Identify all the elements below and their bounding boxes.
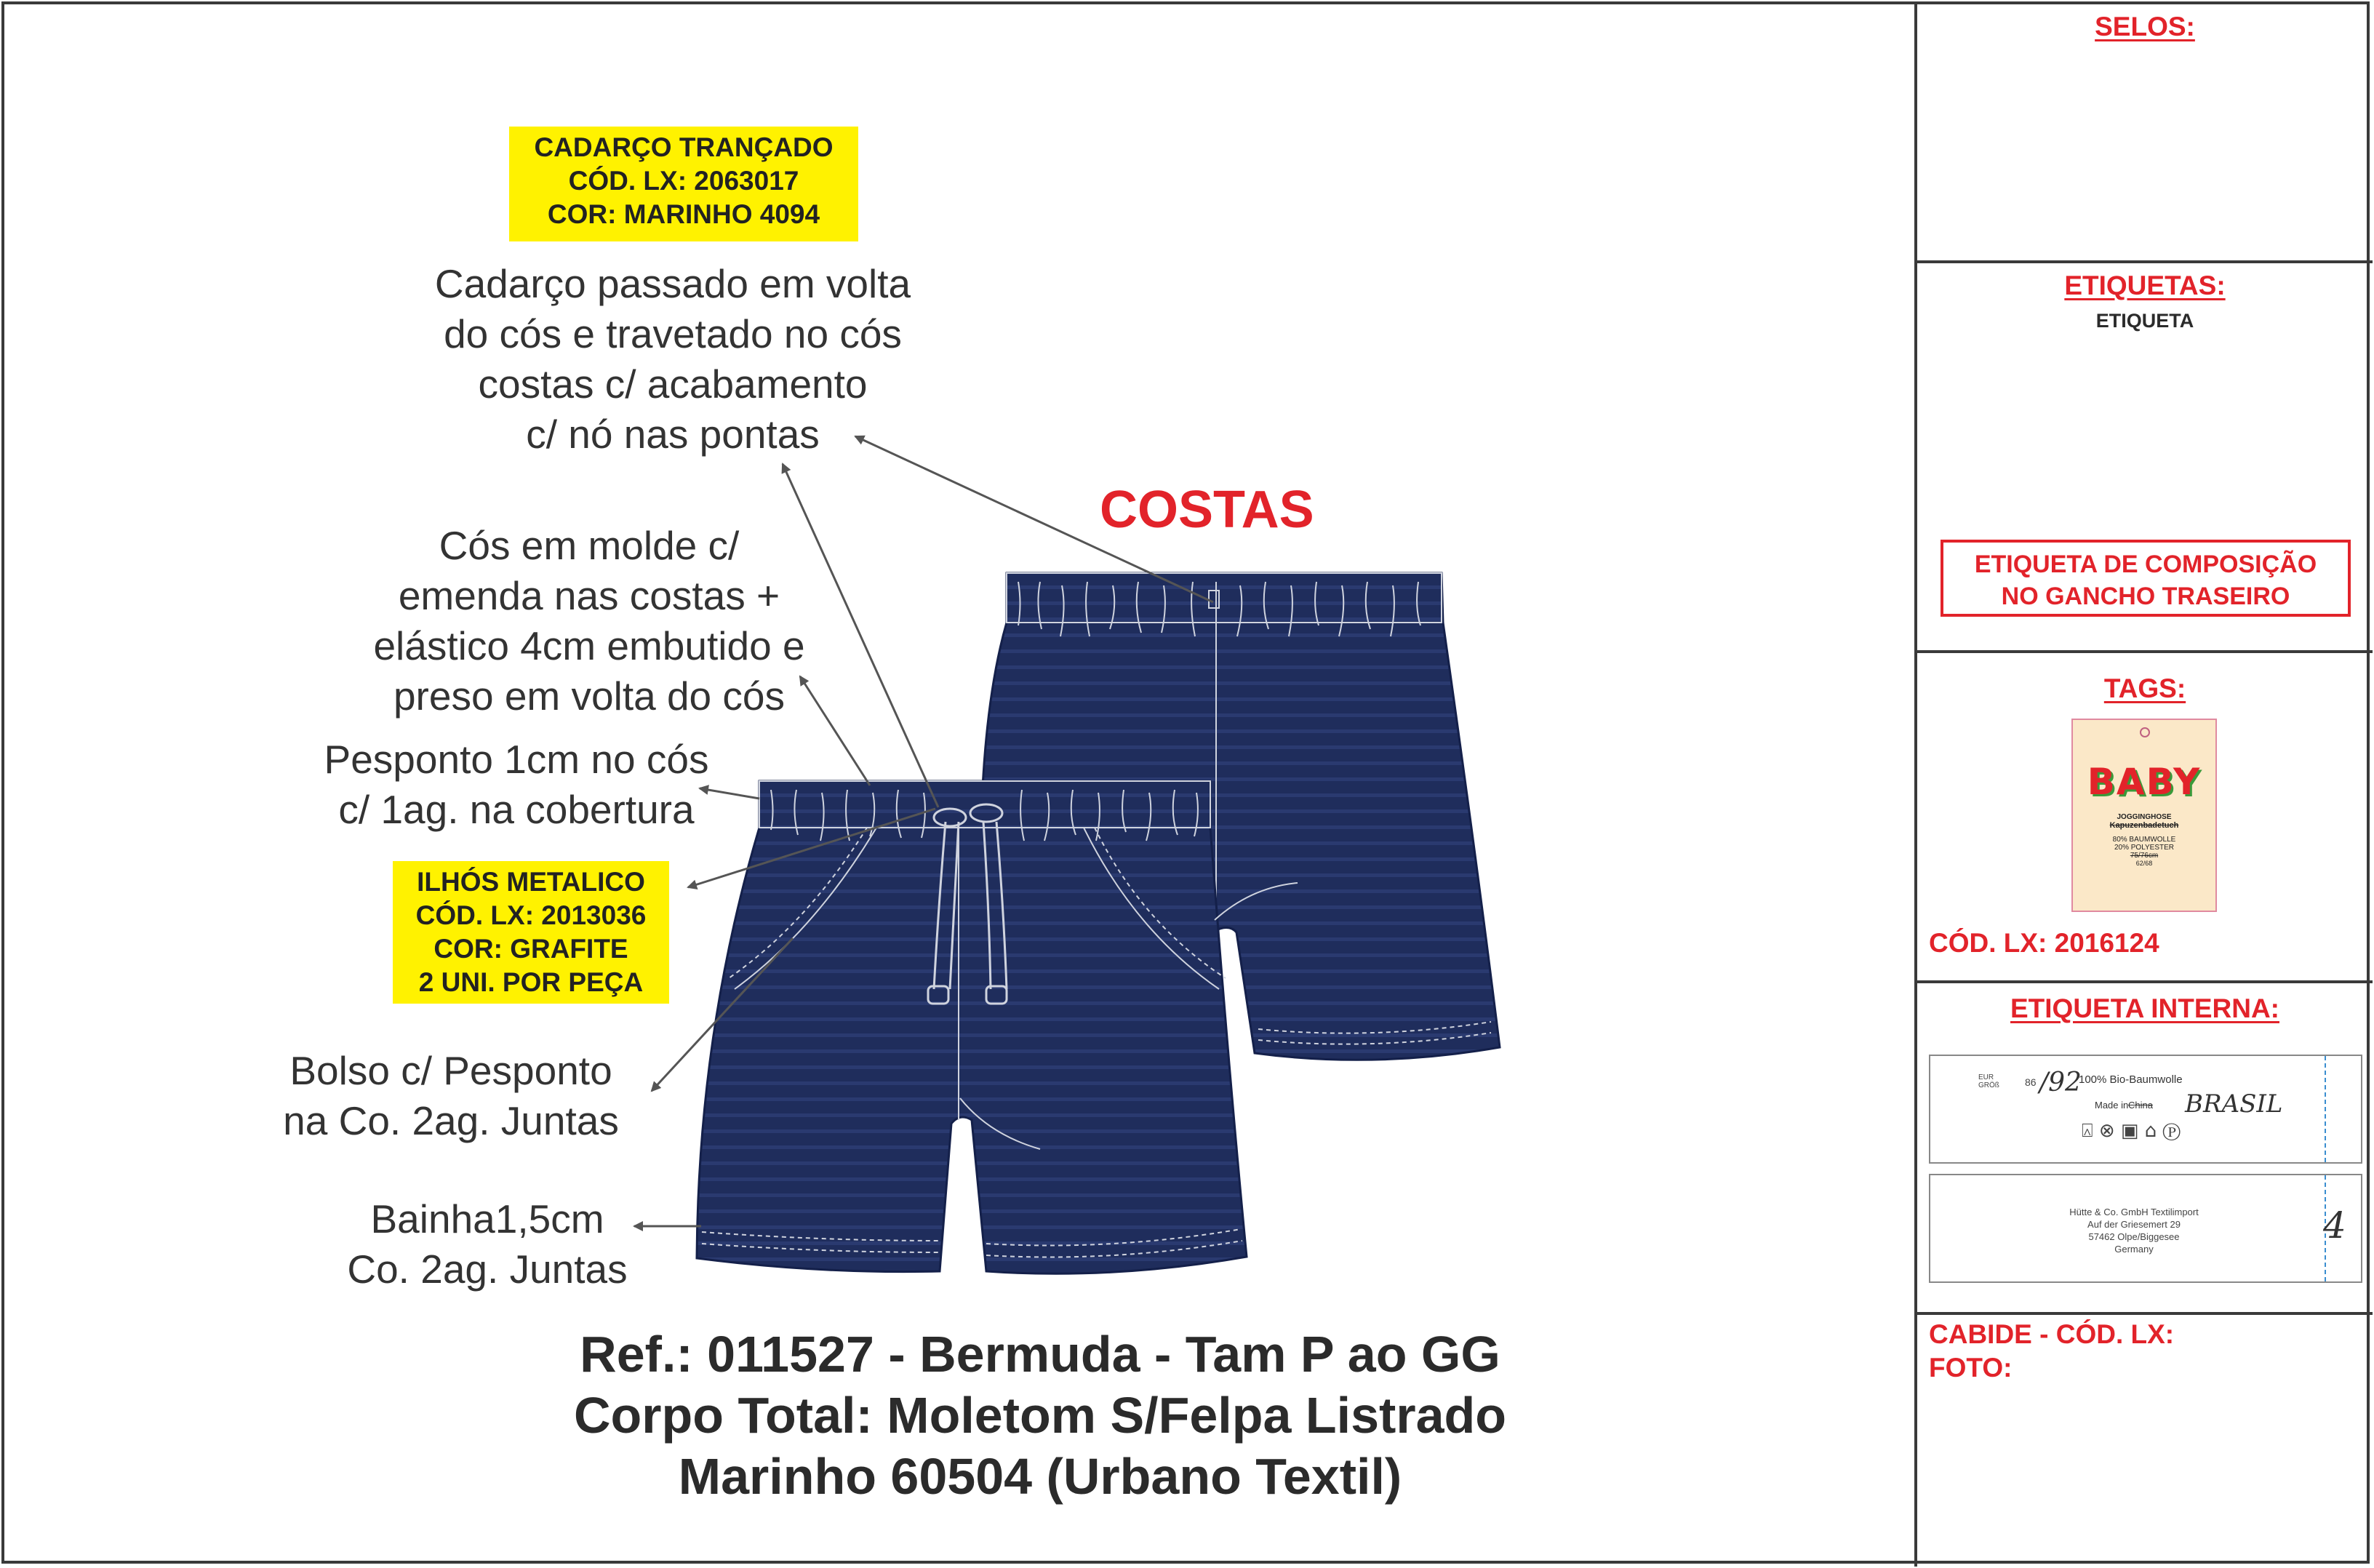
cadarco-spec-box bbox=[509, 127, 858, 241]
composicao-box bbox=[1941, 540, 2351, 617]
note-line: do cós e travetado no cós bbox=[444, 311, 902, 356]
inner-label-1 bbox=[1929, 1055, 2362, 1164]
sidebar-separator bbox=[1917, 1312, 2373, 1315]
reference-block bbox=[465, 1324, 1615, 1507]
tag-line: 20% POLYESTER bbox=[2114, 844, 2175, 852]
foto-label: FOTO: bbox=[1929, 1353, 2013, 1383]
note-cos bbox=[305, 521, 873, 721]
cabide-code: CABIDE - CÓD. LX: bbox=[1929, 1319, 2175, 1349]
tag-line: Kapuzenbadetuch bbox=[2109, 821, 2179, 830]
etiquetas-title: ETIQUETAS: bbox=[2064, 271, 2226, 300]
cadarco-spec-line: COR: MARINHO 4094 bbox=[547, 199, 820, 229]
tag-line: JOGGINGHOSE bbox=[2117, 813, 2172, 821]
ilhos-spec-line: COR: GRAFITE bbox=[433, 934, 628, 964]
hang-tag bbox=[2071, 719, 2217, 912]
manufacturer-block bbox=[2039, 1206, 2229, 1255]
material: 100% Bio-Baumwolle bbox=[2079, 1073, 2183, 1086]
tags-title: TAGS: bbox=[2103, 673, 2186, 703]
note-line: emenda nas costas + bbox=[398, 573, 780, 618]
ilhos-spec-line: 2 UNI. POR PEÇA bbox=[418, 967, 644, 997]
note-bainha bbox=[320, 1194, 655, 1295]
cadarco-spec-line: CÓD. LX: 2063017 bbox=[568, 166, 799, 196]
size-prefix: EUR GRÖß bbox=[1978, 1073, 1999, 1089]
note-line: Bainha1,5cm bbox=[370, 1196, 604, 1241]
reference-line: Ref.: 011527 - Bermuda - Tam P ao GG bbox=[580, 1326, 1500, 1383]
made-in-prefix: Made in bbox=[2095, 1100, 2129, 1111]
made-in-country: BRASIL bbox=[2185, 1089, 2283, 1119]
note-line: Bolso c/ Pesponto bbox=[289, 1048, 612, 1093]
note-line: elástico 4cm embutido e bbox=[373, 623, 805, 668]
note-line: Pesponto 1cm no cós bbox=[324, 737, 709, 782]
note-line: Cós em molde c/ bbox=[439, 523, 740, 568]
composicao-line: NO GANCHO TRASEIRO bbox=[2001, 583, 2290, 610]
note-line: na Co. 2ag. Juntas bbox=[283, 1098, 619, 1143]
tag-line: 80% BAUMWOLLE bbox=[2112, 836, 2176, 844]
note-bolso bbox=[233, 1046, 669, 1146]
ilhos-spec-box bbox=[393, 861, 669, 1004]
tag-brand: BABY bbox=[2087, 761, 2202, 803]
label-number: 4 bbox=[2323, 1204, 2346, 1247]
selos-title: SELOS: bbox=[2095, 12, 2195, 41]
inner-label-fold-line bbox=[2325, 1056, 2326, 1162]
note-line: Co. 2ag. Juntas bbox=[347, 1247, 628, 1292]
tag-line: 62/68 bbox=[2135, 860, 2153, 867]
manufacturer-line: Auf der Griesemert 29 bbox=[2087, 1219, 2181, 1230]
manufacturer-line: Hütte & Co. GmbH Textilimport bbox=[2069, 1207, 2199, 1217]
manufacturer-line: Germany bbox=[2114, 1244, 2154, 1255]
made-in-struck: China bbox=[2128, 1100, 2153, 1111]
etiquetas-subtitle: ETIQUETA bbox=[2095, 310, 2194, 332]
manufacturer-line: 57462 Olpe/Biggesee bbox=[2088, 1231, 2180, 1242]
etiqueta-interna-title: ETIQUETA INTERNA: bbox=[2010, 993, 2279, 1023]
ilhos-spec-line: CÓD. LX: 2013036 bbox=[415, 900, 647, 930]
inner-label-2 bbox=[1929, 1174, 2362, 1283]
care-symbols-icon: ⍓ ⊗ ▣ ⌂ Ⓟ bbox=[2082, 1120, 2181, 1142]
note-line: preso em volta do cós bbox=[393, 673, 786, 719]
note-line: costas c/ acabamento bbox=[478, 361, 868, 407]
tags-code: CÓD. LX: 2016124 bbox=[1929, 928, 2159, 958]
cadarco-spec-line: CADARÇO TRANÇADO bbox=[534, 132, 834, 162]
tag-line: 75/76cm bbox=[2130, 852, 2159, 860]
size-small: 86 bbox=[2025, 1076, 2037, 1088]
note-line: c/ 1ag. na cobertura bbox=[338, 787, 695, 832]
sidebar-separator bbox=[1917, 650, 2373, 653]
reference-line: Corpo Total: Moletom S/Felpa Listrado bbox=[573, 1387, 1507, 1444]
sidebar-separator bbox=[1917, 980, 2373, 983]
note-pesponto bbox=[262, 735, 771, 835]
sidebar-divider bbox=[1914, 1, 1917, 1567]
note-cadarco bbox=[393, 259, 953, 460]
ilhos-spec-line: ILHÓS METALICO bbox=[417, 867, 645, 897]
size-main: /92 bbox=[2039, 1068, 2082, 1097]
reference-line: Marinho 60504 (Urbano Textil) bbox=[678, 1448, 1402, 1505]
note-line: c/ nó nas pontas bbox=[526, 412, 820, 457]
sidebar-separator bbox=[1917, 260, 2373, 263]
note-line: Cadarço passado em volta bbox=[434, 261, 911, 306]
composicao-line: ETIQUETA DE COMPOSIÇÃO bbox=[1974, 551, 2317, 578]
costas-label: COSTAS bbox=[1100, 481, 1314, 539]
tag-hole-icon bbox=[2140, 727, 2150, 737]
